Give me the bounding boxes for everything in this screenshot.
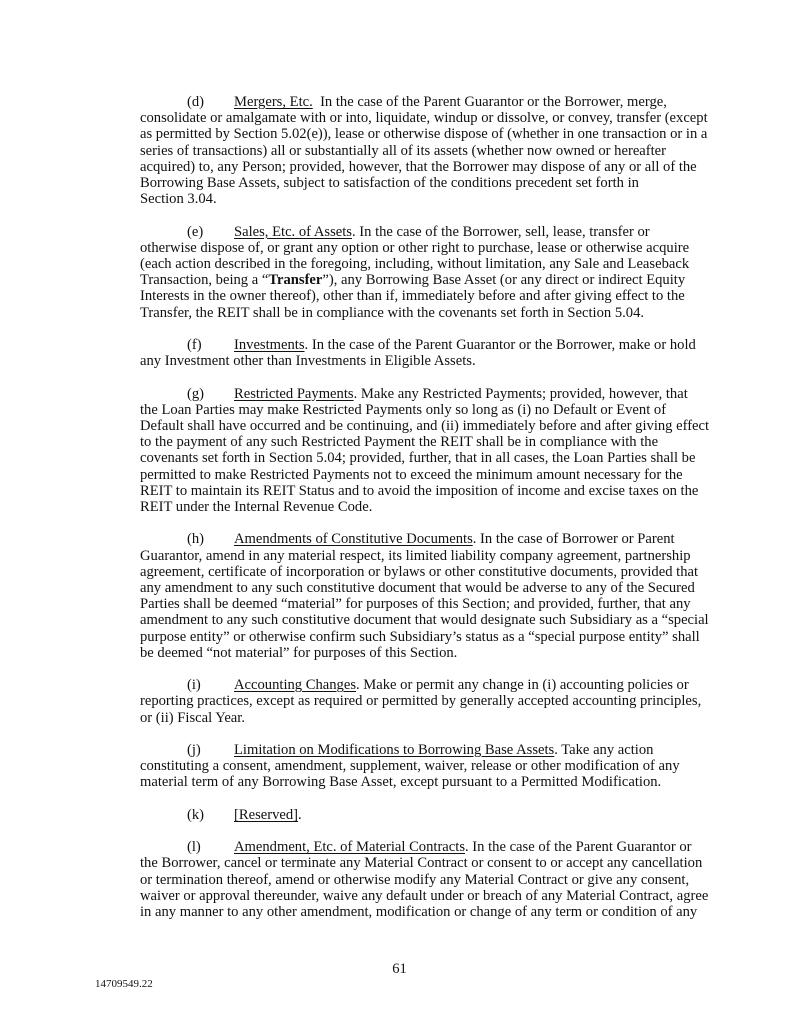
line: purpose entity” or otherwise confirm such Subsidiary’s status as a “special purpose entity” shall — [140, 628, 700, 645]
line: Section 3.04. — [140, 191, 217, 208]
line: Interests in the owner thereof), other than if, immediately before and after giving effect to the — [140, 288, 685, 305]
text: . — [298, 806, 302, 823]
line: or termination thereof, amend or otherwise modify any Material Contract or give any consent, — [140, 871, 690, 888]
line: Default shall have occurred and be continuing, and (ii) immediately before and after giving effect — [140, 418, 710, 435]
line: any Investment other than Investments in Eligible Assets. — [140, 353, 476, 370]
line — [140, 386, 700, 402]
line: Borrowing Base Assets, subject to satisfaction of the conditions precedent set forth in — [140, 175, 639, 192]
line: REIT to maintain its REIT Status and to avoid the imposition of income and excise taxes on the — [140, 482, 699, 499]
document-body — [140, 94, 710, 936]
section-heading: Sales, Etc. of Assets — [234, 223, 352, 240]
line: covenants set forth in Section 5.04; provided, further, that in all cases, the Loan Parties shall be — [140, 450, 696, 467]
line: consolidate or amalgamate with or into, liquidate, windup or dissolve, or convey, transfer (except — [140, 110, 708, 127]
line — [140, 337, 700, 353]
section-label: (h) — [187, 531, 205, 548]
line: in any manner to any other amendment, modification or change of any term or condition of any — [140, 904, 698, 921]
line: acquired) to, any Person; provided, however, that the Borrower may dispose of any or all of the — [140, 158, 697, 175]
line: series of transactions) all or substantially all of its assets (whether now owned or hereafter — [140, 142, 667, 159]
line — [140, 94, 700, 110]
section-heading: Amendment, Etc. of Material Contracts — [234, 839, 465, 856]
line — [140, 677, 700, 693]
line: the Loan Parties may make Restricted Payments only so long as (i) no Default or Event of — [140, 401, 667, 418]
line — [140, 839, 700, 855]
section-label: (i) — [187, 677, 201, 694]
line: (each action described in the foregoing, including, without limitation, any Sale and Leaseback — [140, 256, 690, 273]
line: be deemed “not material” for purposes of this Section. — [140, 644, 458, 661]
line: REIT under the Internal Revenue Code. — [140, 499, 373, 516]
text: . In the case of the Borrower, sell, lease, transfer or — [351, 223, 650, 240]
section-l — [140, 839, 709, 921]
line: or (ii) Fiscal Year. — [140, 709, 245, 726]
section-label: (f) — [187, 337, 202, 354]
line: to the payment of any such Restricted Payment the REIT shall be in compliance with the — [140, 434, 659, 451]
line: material term of any Borrowing Base Asset, except pursuant to a Permitted Modification. — [140, 774, 662, 791]
line: reporting practices, except as required or permitted by generally accepted accounting principles, — [140, 693, 702, 710]
line — [140, 742, 700, 758]
text: . In the case of the Parent Guarantor or the Borrower, make or hold — [304, 337, 696, 354]
section-heading: Investments — [234, 337, 305, 354]
line — [140, 272, 700, 288]
section-heading: Restricted Payments — [234, 385, 354, 402]
section-label: (k) — [187, 806, 205, 823]
section-h — [140, 531, 709, 661]
text: . Make any Restricted Payments; provided, however, that — [353, 385, 688, 402]
line: waiver or approval thereunder, waive any default under or breach of any Material Contract, agree — [140, 887, 709, 904]
line: agreement, certificate of incorporation or bylaws or other constitutive documents, provided that — [140, 563, 699, 580]
section-f — [140, 337, 700, 369]
text: In the case of the Parent Guarantor or the Borrower, merge, — [320, 94, 667, 110]
section-label: (e) — [187, 223, 204, 240]
section-heading: Mergers, Etc. — [234, 94, 313, 110]
line: as permitted by Section 5.02(e)), lease or otherwise dispose of (whether in one transaction or in a — [140, 126, 708, 143]
line — [140, 531, 700, 547]
section-label: (d) — [187, 94, 205, 110]
line: the Borrower, cancel or terminate any Material Contract or consent to or accept any cancellation — [140, 855, 703, 872]
text: Transaction, being a “ — [140, 272, 269, 289]
section-j — [140, 742, 700, 791]
section-k — [140, 807, 700, 823]
text: . In the case of the Parent Guarantor or — [465, 839, 692, 856]
section-label: (l) — [187, 839, 201, 856]
line — [140, 807, 700, 823]
section-heading: Accounting Changes — [234, 677, 356, 694]
section-i — [140, 677, 700, 726]
section-heading: [Reserved] — [234, 806, 299, 823]
line: amendment to any such constitutive document that would designate such Subsidiary as a “special — [140, 612, 709, 629]
line: constituting a consent, amendment, supplement, waiver, release or other modification of any — [140, 758, 680, 775]
section-label: (j) — [187, 742, 201, 759]
text: . Take any action — [554, 742, 654, 759]
section-heading: Limitation on Modifications to Borrowing Base Assets — [234, 742, 555, 759]
document-id: 14709549.22 — [95, 978, 153, 990]
page-number: 61 — [392, 961, 407, 977]
section-label: (g) — [187, 385, 205, 402]
line: Guarantor, amend in any material respect, its limited liability company agreement, partnership — [140, 547, 691, 564]
line: permitted to make Restricted Payments not to exceed the minimum amount necessary for the — [140, 466, 683, 483]
line: Transfer, the REIT shall be in compliance with the covenants set forth in Section 5.04. — [140, 304, 645, 321]
section-d — [140, 94, 708, 208]
line: any amendment to any such constitutive document that would be adverse to any of the Secured — [140, 580, 695, 597]
text: . In the case of Borrower or Parent — [472, 531, 675, 548]
line: Parties shall be deemed “material” for purposes of this Section; and provided, further, that any — [140, 596, 691, 613]
text: ”), any Borrowing Base Asset (or any direct or indirect Equity — [322, 272, 686, 289]
section-e — [140, 224, 700, 321]
defined-term-transfer: Transfer — [268, 272, 323, 289]
section-heading: Amendments of Constitutive Documents — [234, 531, 473, 548]
section-g — [140, 385, 710, 516]
line — [140, 224, 700, 240]
line: otherwise dispose of, or grant any option or other right to purchase, lease or otherwise acquire — [140, 239, 690, 256]
text: . Make or permit any change in (i) accounting policies or — [356, 677, 689, 694]
